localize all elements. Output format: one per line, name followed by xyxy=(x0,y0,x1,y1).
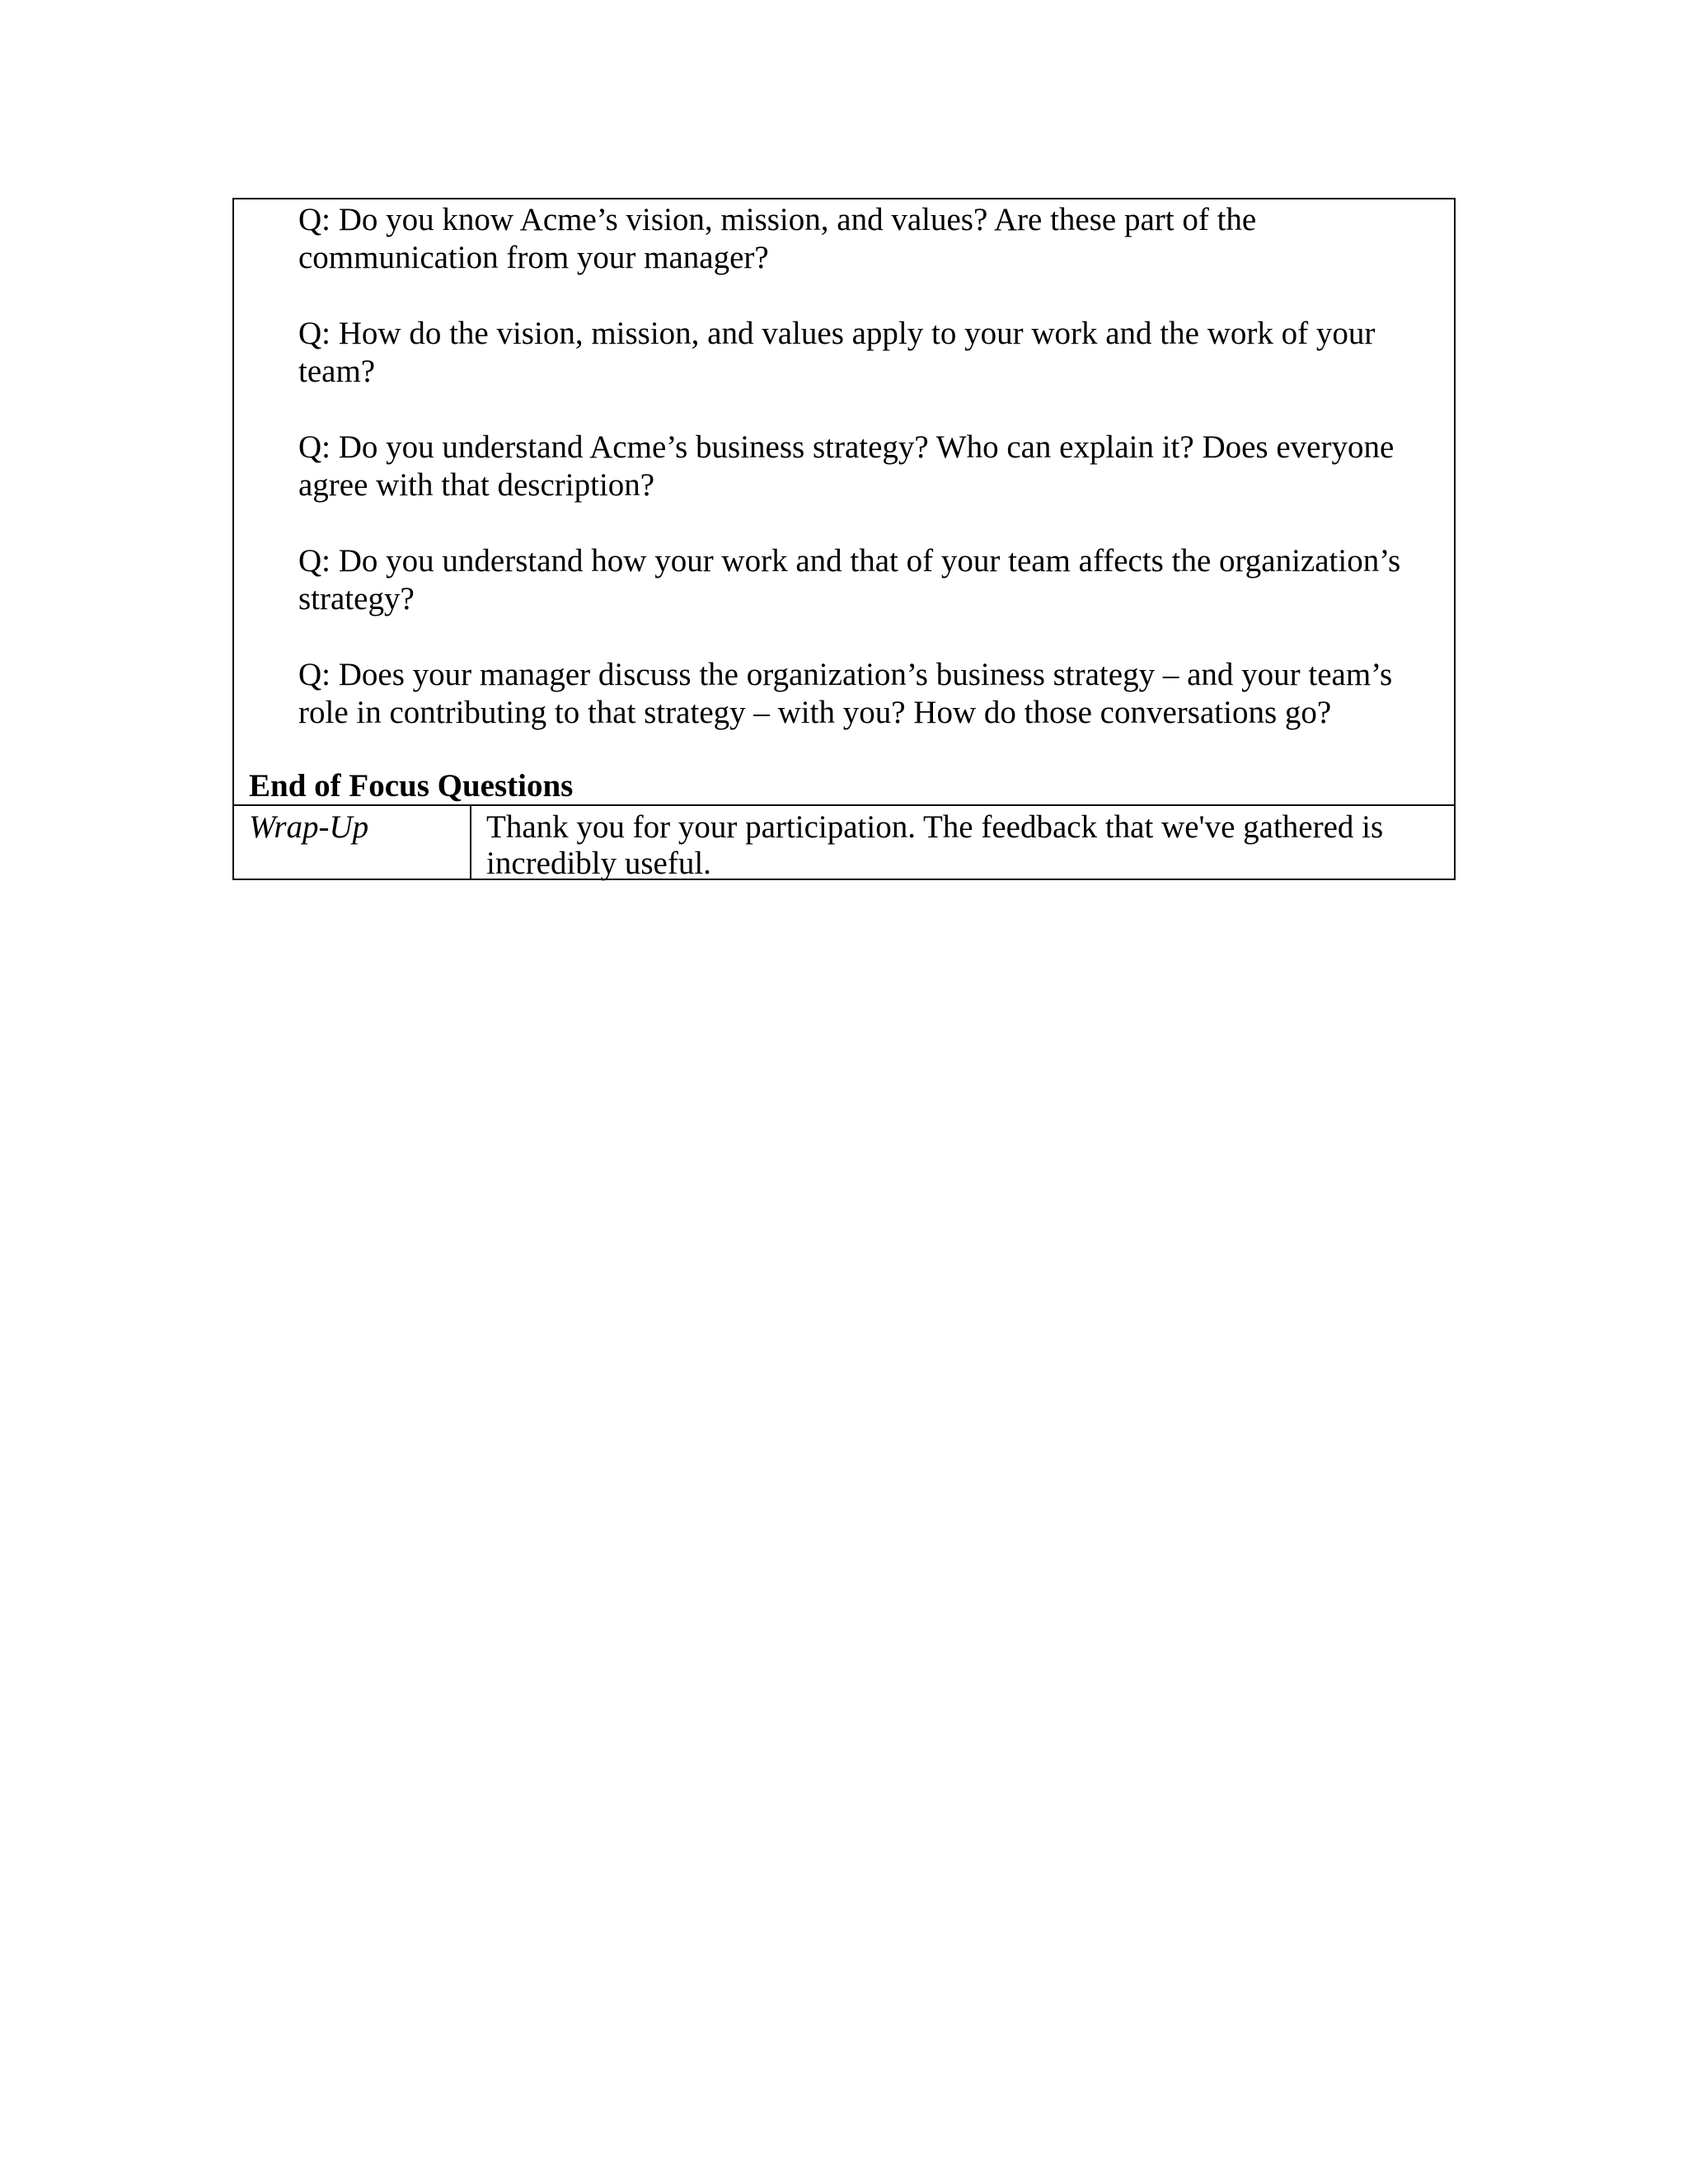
end-of-questions-heading: End of Focus Questions xyxy=(249,768,574,804)
question-apply-to-work: Q: How do the vision, mission, and values apply to your work and the work of your team? xyxy=(298,316,1376,389)
wrapup-row xyxy=(234,804,1454,879)
focus-questions-table xyxy=(232,198,1456,880)
question-business-strategy: Q: Do you understand Acme’s business strategy? Who can explain it? Does everyone agree with that description? xyxy=(298,429,1395,503)
question-work-affects-strategy: Q: Do you understand how your work and that of your team affects the organization’s strategy? xyxy=(298,543,1401,616)
questions-list xyxy=(234,199,1454,732)
question-vision-mission-values: Q: Do you know Acme’s vision, mission, and values? Are these part of the communication from your manager? xyxy=(298,202,1257,275)
question-manager-discussion: Q: Does your manager discuss the organization’s business strategy – and your team’s role in contributing to that strategy – with you? How do those conversations go? xyxy=(298,657,1393,730)
questions-cell xyxy=(234,199,1454,804)
wrapup-label: Wrap-Up xyxy=(234,806,471,879)
wrapup-text: Thank you for your participation. The feedback that we've gathered is incredibly useful. xyxy=(486,809,1384,881)
